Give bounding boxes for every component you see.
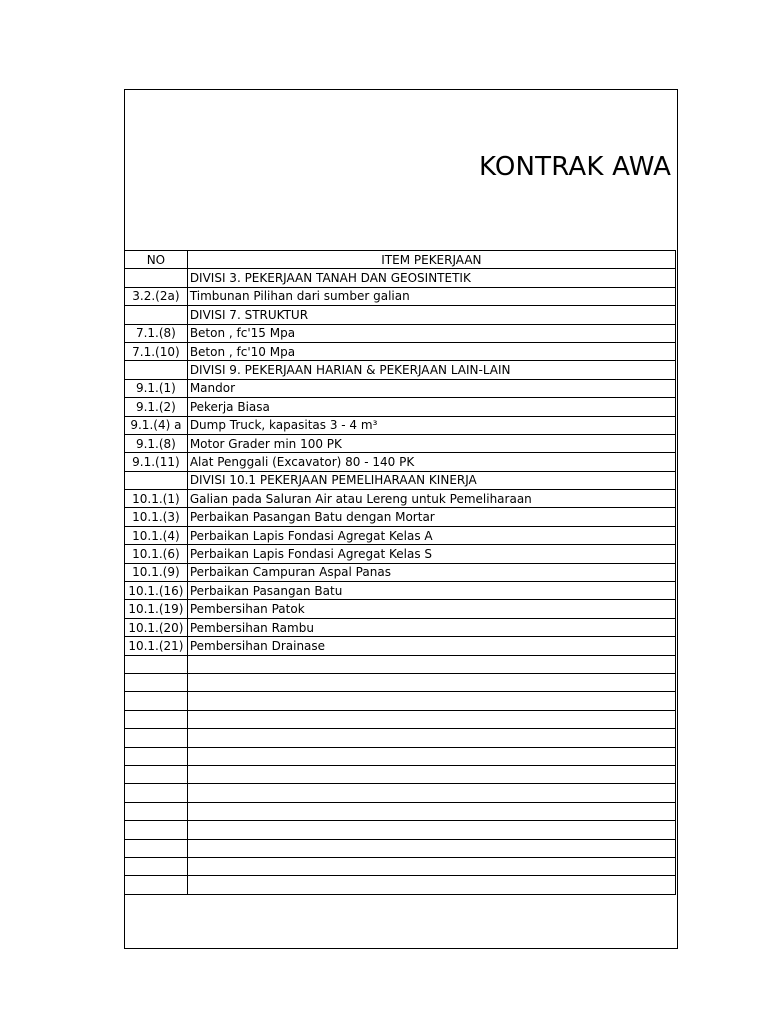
table-row — [125, 692, 676, 710]
row-item-cell: Motor Grader min 100 PK — [187, 434, 675, 452]
table-row — [125, 508, 676, 526]
row-item-cell — [187, 729, 675, 747]
table-row — [125, 269, 676, 287]
table-row — [125, 379, 676, 397]
document-title: KONTRAK AWA — [479, 152, 672, 182]
table-row — [125, 342, 676, 360]
row-item-cell — [187, 673, 675, 691]
row-item-cell: Mandor — [187, 379, 675, 397]
table-row — [125, 673, 676, 691]
row-item-cell: DIVISI 7. STRUKTUR — [187, 306, 675, 324]
row-item-cell: Pembersihan Patok — [187, 600, 675, 618]
row-no-cell — [125, 821, 188, 839]
row-item-cell — [187, 692, 675, 710]
row-no-cell — [125, 361, 188, 379]
table-row — [125, 618, 676, 636]
row-item-cell: Pembersihan Rambu — [187, 618, 675, 636]
row-item-cell: Perbaikan Campuran Aspal Panas — [187, 563, 675, 581]
row-item-cell — [187, 655, 675, 673]
row-item-cell — [187, 710, 675, 728]
table-row — [125, 434, 676, 452]
row-no-cell: 9.1.(4) a — [125, 416, 188, 434]
row-item-cell: Perbaikan Pasangan Batu — [187, 582, 675, 600]
row-no-cell — [125, 269, 188, 287]
table-header-row — [125, 251, 676, 269]
table-row — [125, 490, 676, 508]
row-no-cell — [125, 306, 188, 324]
table-row — [125, 839, 676, 857]
header-item: ITEM PEKERJAAN — [187, 251, 675, 269]
row-item-cell: Perbaikan Lapis Fondasi Agregat Kelas A — [187, 526, 675, 544]
row-no-cell: 10.1.(1) — [125, 490, 188, 508]
table-row — [125, 287, 676, 305]
row-item-cell — [187, 747, 675, 765]
table-row — [125, 471, 676, 489]
row-item-cell: Alat Penggali (Excavator) 80 - 140 PK — [187, 453, 675, 471]
table-row — [125, 821, 676, 839]
row-no-cell: 9.1.(11) — [125, 453, 188, 471]
table-row — [125, 637, 676, 655]
work-items-table — [124, 250, 676, 895]
row-no-cell — [125, 710, 188, 728]
table-row — [125, 398, 676, 416]
table-row — [125, 453, 676, 471]
table-row — [125, 324, 676, 342]
row-item-cell — [187, 784, 675, 802]
table-row — [125, 582, 676, 600]
row-item-cell — [187, 765, 675, 783]
table-row — [125, 655, 676, 673]
row-no-cell — [125, 471, 188, 489]
row-no-cell: 9.1.(1) — [125, 379, 188, 397]
row-item-cell — [187, 802, 675, 820]
row-no-cell: 10.1.(19) — [125, 600, 188, 618]
row-item-cell: Perbaikan Pasangan Batu dengan Mortar — [187, 508, 675, 526]
row-item-cell: Pembersihan Drainase — [187, 637, 675, 655]
row-no-cell: 10.1.(16) — [125, 582, 188, 600]
row-no-cell — [125, 802, 188, 820]
row-no-cell: 9.1.(8) — [125, 434, 188, 452]
row-item-cell: Perbaikan Lapis Fondasi Agregat Kelas S — [187, 545, 675, 563]
spreadsheet-page — [124, 89, 678, 949]
table-row — [125, 802, 676, 820]
row-no-cell: 3.2.(2a) — [125, 287, 188, 305]
table-row — [125, 416, 676, 434]
row-no-cell: 7.1.(10) — [125, 342, 188, 360]
table-row — [125, 710, 676, 728]
row-no-cell — [125, 765, 188, 783]
row-no-cell — [125, 784, 188, 802]
header-no: NO — [125, 251, 188, 269]
row-no-cell — [125, 839, 188, 857]
row-no-cell: 10.1.(20) — [125, 618, 188, 636]
row-no-cell — [125, 655, 188, 673]
table-row — [125, 600, 676, 618]
table-row — [125, 361, 676, 379]
row-item-cell: Galian pada Saluran Air atau Lereng untuk Pemeliharaan — [187, 490, 675, 508]
row-no-cell: 10.1.(21) — [125, 637, 188, 655]
row-item-cell — [187, 857, 675, 875]
row-item-cell: Dump Truck, kapasitas 3 - 4 m³ — [187, 416, 675, 434]
row-no-cell — [125, 747, 188, 765]
row-item-cell: DIVISI 9. PEKERJAAN HARIAN & PEKERJAAN LAIN-LAIN — [187, 361, 675, 379]
row-no-cell — [125, 857, 188, 875]
table-row — [125, 857, 676, 875]
row-no-cell — [125, 729, 188, 747]
table-row — [125, 765, 676, 783]
row-item-cell: Beton , fc'10 Mpa — [187, 342, 675, 360]
row-item-cell: DIVISI 10.1 PEKERJAAN PEMELIHARAAN KINERJA — [187, 471, 675, 489]
table-row — [125, 526, 676, 544]
row-no-cell: 10.1.(4) — [125, 526, 188, 544]
table-row — [125, 784, 676, 802]
row-item-cell: Timbunan Pilihan dari sumber galian — [187, 287, 675, 305]
row-item-cell — [187, 876, 675, 894]
table-row — [125, 876, 676, 894]
table-row — [125, 747, 676, 765]
row-item-cell: Pekerja Biasa — [187, 398, 675, 416]
row-no-cell — [125, 876, 188, 894]
row-item-cell: DIVISI 3. PEKERJAAN TANAH DAN GEOSINTETIK — [187, 269, 675, 287]
row-item-cell — [187, 839, 675, 857]
row-no-cell: 10.1.(6) — [125, 545, 188, 563]
row-no-cell — [125, 673, 188, 691]
row-no-cell: 9.1.(2) — [125, 398, 188, 416]
row-item-cell: Beton , fc'15 Mpa — [187, 324, 675, 342]
row-no-cell: 10.1.(9) — [125, 563, 188, 581]
row-no-cell: 10.1.(3) — [125, 508, 188, 526]
table-row — [125, 729, 676, 747]
row-no-cell — [125, 692, 188, 710]
table-row — [125, 545, 676, 563]
table-row — [125, 306, 676, 324]
row-no-cell: 7.1.(8) — [125, 324, 188, 342]
row-item-cell — [187, 821, 675, 839]
table-row — [125, 563, 676, 581]
